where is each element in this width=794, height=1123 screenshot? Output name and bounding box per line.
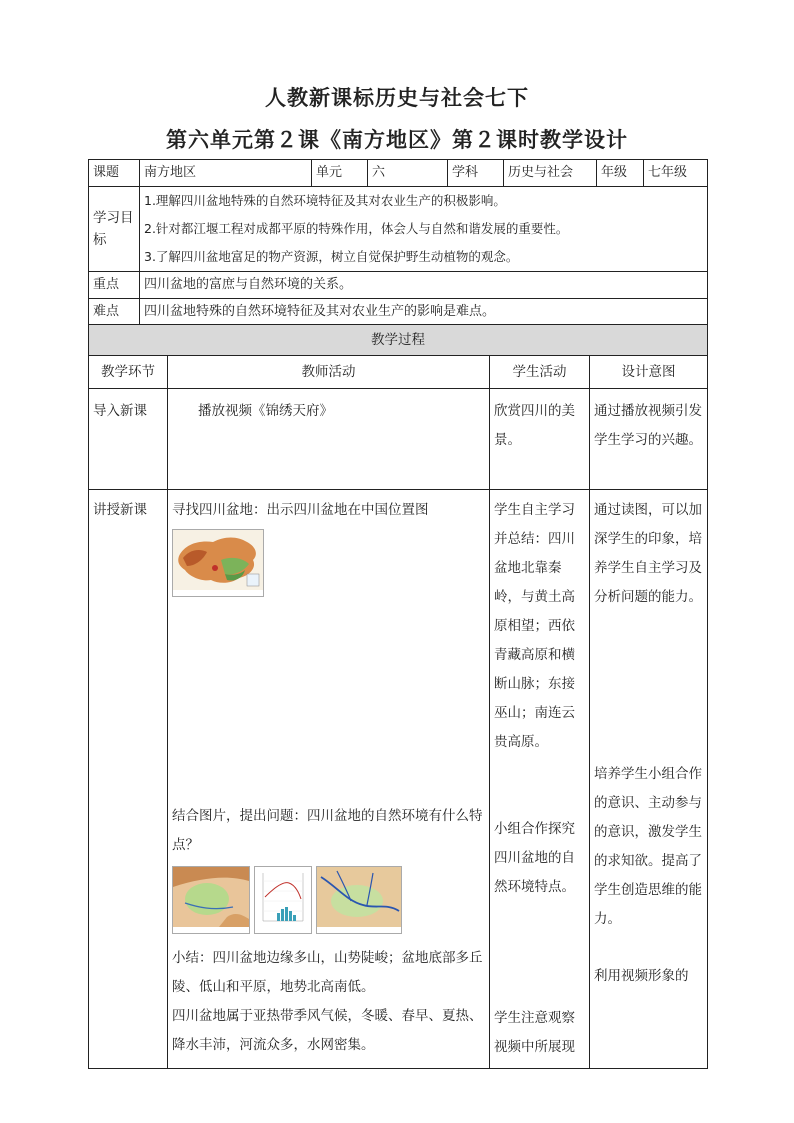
intent-lecture-cell [590, 490, 708, 1069]
student-lecture-cell [490, 490, 590, 1069]
terrain-map-image [172, 866, 250, 934]
document-title: 人教新课标历史与社会七下 [265, 85, 529, 110]
teacher-summary-2: 四川盆地属于亚热带季风气候，冬暖、春早、夏热、降水丰沛，河流众多，水网密集。 [172, 1008, 483, 1054]
intent-intro: 通过播放视频引发学生学习的兴趣。 [590, 389, 708, 490]
intent-step-1: 通过读图，可以加深学生的印象，培养学生自主学习及分析问题的能力。 [594, 502, 702, 605]
difficulty-value: 四川盆地特殊的自然环境特征及其对农业生产的影响是难点。 [140, 299, 708, 326]
teacher-lecture-cell [168, 490, 490, 1069]
china-map-image [172, 529, 264, 597]
goal-item: 1.理解四川盆地特殊的自然环境特征及其对农业生产的积极影响。 [144, 193, 506, 208]
student-step-2: 小组合作探究四川盆地的自然环境特点。 [494, 821, 575, 895]
intent-step-2: 培养学生小组合作的意识、主动参与的意识，激发学生的求知欲。提高了学生创造思维的能力。 [594, 766, 702, 927]
header-intent: 设计意图 [590, 356, 708, 389]
header-teacher: 教师活动 [168, 356, 490, 389]
teacher-intro: 播放视频《锦绣天府》 [168, 389, 490, 490]
difficulty-label: 难点 [89, 299, 140, 326]
topic-label: 课题 [89, 160, 140, 187]
teacher-summary-1: 小结：四川盆地边缘多山，山势陡峻；盆地底部多丘陵、低山和平原，地势北高南低。 [172, 950, 483, 996]
key-label: 重点 [89, 272, 140, 299]
student-step-1: 学生自主学习并总结：四川盆地北靠秦岭，与黄土高原相望；西依青藏高原和横断山脉；东接巫山；南连云贵高原。 [494, 502, 575, 750]
subject-value: 历史与社会 [504, 160, 597, 187]
unit-label: 单元 [312, 160, 368, 187]
stage-intro: 导入新课 [89, 389, 168, 490]
teaching-process-table [88, 324, 708, 1069]
key-value: 四川盆地的富庶与自然环境的关系。 [140, 272, 708, 299]
goal-item: 2.针对都江堰工程对成都平原的特殊作用，体会人与自然和谐发展的重要性。 [144, 221, 569, 236]
climate-chart-image [254, 866, 312, 934]
grade-value: 七年级 [644, 160, 708, 187]
basin-images [172, 866, 485, 934]
header-student: 学生活动 [490, 356, 590, 389]
student-intro: 欣赏四川的美景。 [490, 389, 590, 490]
stage-lecture: 讲授新课 [89, 490, 168, 1069]
goals-label: 学习目标 [89, 187, 140, 272]
intent-step-3: 利用视频形象的 [594, 968, 689, 984]
teacher-step-1: 寻找四川盆地：出示四川盆地在中国位置图 [172, 502, 429, 518]
topic-value: 南方地区 [140, 160, 312, 187]
student-step-3: 学生注意观察视频中所展现 [494, 1010, 575, 1055]
header-stage: 教学环节 [89, 356, 168, 389]
lesson-info-table [88, 159, 708, 326]
rivers-map-image [316, 866, 402, 934]
section-title: 教学过程 [89, 325, 708, 356]
subject-label: 学科 [448, 160, 504, 187]
unit-value: 六 [368, 160, 448, 187]
goals-cell [140, 187, 708, 272]
teacher-step-2: 结合图片，提出问题：四川盆地的自然环境有什么特点？ [172, 808, 483, 854]
document-subtitle: 第六单元第２课《南方地区》第２课时教学设计 [166, 127, 628, 152]
grade-label: 年级 [597, 160, 644, 187]
goal-item: 3.了解四川盆地富足的物产资源，树立自觉保护野生动植物的观念。 [144, 249, 519, 264]
